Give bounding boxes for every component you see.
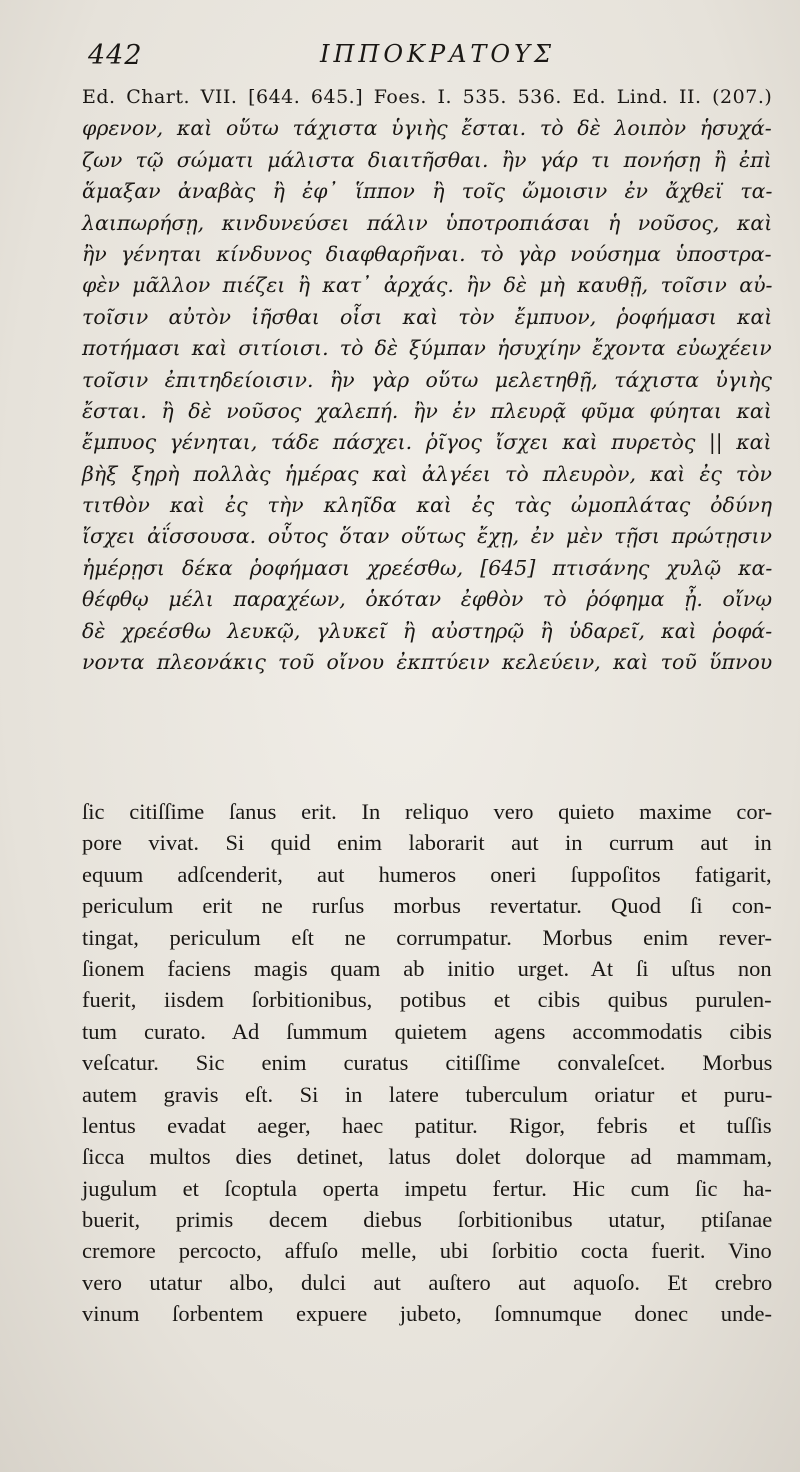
greek-text-line: θέφθῳ μέλι παραχέων, ὁκόταν ἐφθὸν τὸ ῥόφημα ᾖ. οἴνῳ — [82, 587, 773, 612]
latin-text-line: fuerit, iisdem ſorbitionibus, potibus et cibis quibus purulen- — [82, 987, 772, 1013]
latin-text-line: vero utatur albo, dulci aut auſtero aut aquoſo. Et crebro — [82, 1269, 773, 1295]
latin-text-line: cremore percocto, affuſo melle, ubi ſorbitio cocta fuerit. Vino — [82, 1238, 772, 1264]
latin-text-line: vinum ſorbentem expuere jubeto, ſomnumque donec unde- — [82, 1301, 772, 1327]
page-header — [88, 38, 760, 78]
greek-text-line: νοντα πλεονάκις τοῦ οἴνου ἐκπτύειν κελεύειν, καὶ τοῦ ὕπνου — [82, 650, 773, 675]
greek-text-line: δὲ χρεέσθω λευκῷ, γλυκεῖ ἢ αὐστηρῷ ἢ ὑδαρεῖ, καὶ ῥοφά- — [82, 618, 773, 643]
latin-text-block — [82, 796, 772, 1330]
greek-text-line: βὴξ ξηρὴ πολλὰς ἡμέρας καὶ ἀλγέει τὸ πλευρὸν, καὶ ἐς τὸν — [82, 461, 772, 486]
latin-text-line: periculum erit ne rurſus morbus revertatur. Quod ſi con- — [82, 893, 772, 919]
running-title: ΙΠΠΟΚΡΑΤΟΥΣ — [320, 40, 555, 68]
greek-text-block — [82, 82, 772, 678]
latin-text-line: equum adſcenderit, aut humeros oneri ſuppoſitos fatigarit, — [82, 861, 772, 887]
latin-text-line: ſicca multos dies detinet, latus dolet dolorque ad mammam, — [82, 1144, 773, 1170]
greek-text-line: τοῖσιν ἐπιτηδείοισιν. ἢν γὰρ οὕτω μελετηθῇ, τάχιστα ὑγιὴς — [82, 367, 772, 392]
greek-text-line: ζων τῷ σώματι μάλιστα διαιτῆσθαι. ἢν γάρ τι πονήσῃ ἢ ἐπὶ — [82, 147, 772, 172]
greek-text-line: ἔμπυος γένηται, τάδε πάσχει. ῥῖγος ἴσχει καὶ πυρετὸς || καὶ — [82, 430, 772, 455]
latin-text-line: buerit, primis decem diebus ſorbitionibus utatur, ptiſanae — [82, 1207, 773, 1233]
latin-text-line: veſcatur. Sic enim curatus citiſſime convaleſcet. Morbus — [82, 1050, 773, 1076]
latin-text-line: pore vivat. Si quid enim laborarit aut in currum aut in — [82, 830, 772, 856]
latin-text-line: jugulum et ſcoptula operta impetu fertur. Hic cum ſic ha- — [82, 1175, 772, 1201]
greek-text-line: ἡμέρῃσι δέκα ῥοφήμασι χρεέσθω, [645] πτισάνης χυλῷ κα- — [82, 555, 773, 580]
greek-text-line: ἢν γένηται κίνδυνος διαφθαρῆναι. τὸ γὰρ νούσημα ὑποστρα- — [82, 241, 772, 266]
latin-text-line: lentus evadat aeger, haec patitur. Rigor, febris et tuſſis — [82, 1112, 772, 1138]
page-number: 442 — [88, 40, 143, 71]
latin-text-line: tingat, periculum eſt ne corrumpatur. Morbus enim rever- — [82, 924, 773, 950]
greek-text-line: ποτήμασι καὶ σιτίοισι. τὸ δὲ ξύμπαν ἡσυχίην ἔχοντα εὐωχέειν — [82, 336, 772, 361]
greek-text-line: ἴσχει ἀΐσσουσα. οὗτος ὅταν οὕτως ἔχῃ, ἐν μὲν τῇσι πρώτῃσιν — [82, 524, 772, 549]
greek-text-line: φρενον, καὶ οὕτω τάχιστα ὑγιὴς ἔσται. τὸ δὲ λοιπὸν ἡσυχά- — [82, 116, 772, 141]
latin-text-line: autem gravis eſt. Si in latere tuberculum oriatur et puru- — [82, 1081, 773, 1107]
greek-text-line: φὲν μᾶλλον πιέζει ἢ κατ᾽ ἀρχάς. ἢν δὲ μὴ καυθῇ, τοῖσιν αὐ- — [82, 273, 773, 298]
greek-text-line: τοῖσιν αὐτὸν ἰῆσθαι οἷσι καὶ τὸν ἔμπυον, ῥοφήμασι καὶ — [82, 304, 773, 329]
latin-text-line: ſic citiſſime ſanus erit. In reliquo vero quieto maxime cor- — [82, 799, 773, 824]
greek-text-line: ἅμαξαν ἀναβὰς ἢ ἐφ᾽ ἵππον ἢ τοῖς ὤμοισιν ἐν ἄχθεϊ τα- — [82, 179, 773, 204]
edition-reference-line: Ed. Chart. VII. [644. 645.] Foes. I. 535. 536. Ed. Lind. II. (207.) — [82, 86, 773, 108]
latin-text-line: ſionem faciens magis quam ab initio urget. At ſi uſtus non — [82, 955, 772, 981]
latin-text-line: tum curato. Ad ſummum quietem agens accommodatis cibis — [82, 1018, 772, 1044]
greek-text-line: τιτθὸν καὶ ἐς τὴν κληῖδα καὶ ἐς τὰς ὠμοπλάτας ὀδύνη — [82, 493, 773, 518]
greek-text-line: ἔσται. ἢ δὲ νοῦσος χαλεπή. ἢν ἐν πλευρᾷ φῦμα φύηται καὶ — [82, 398, 772, 423]
greek-text-line: λαιπωρήσῃ, κινδυνεύσει πάλιν ὑποτροπιάσαι ἡ νοῦσος, καὶ — [82, 210, 773, 235]
